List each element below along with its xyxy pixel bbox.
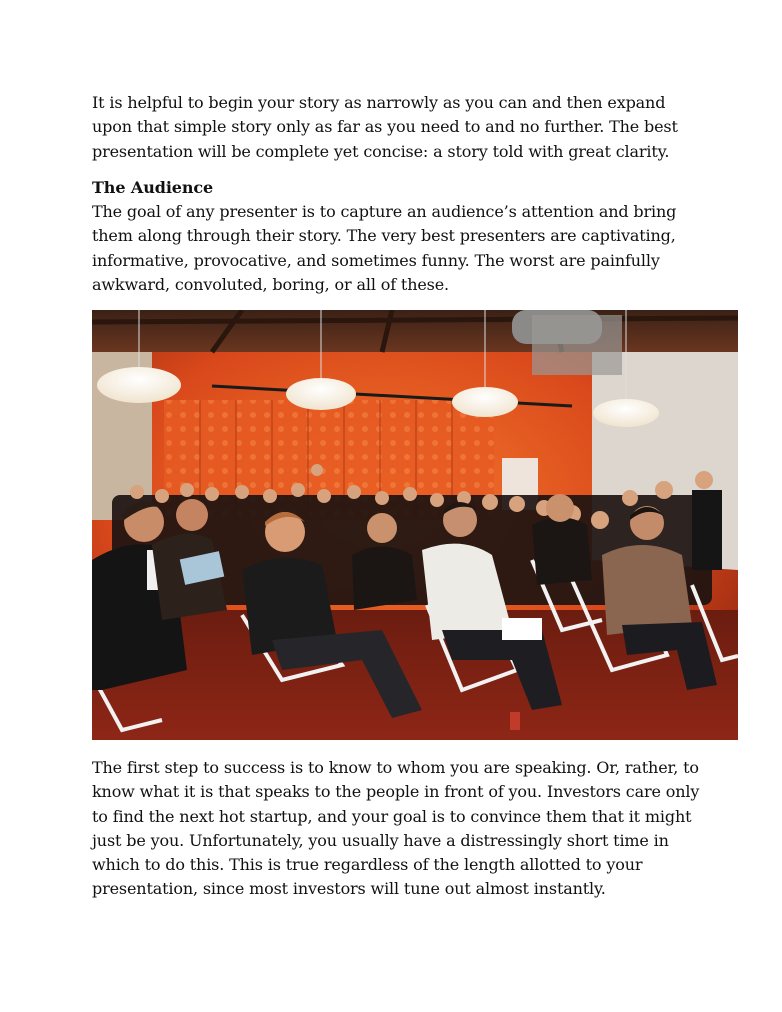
closing-paragraph: The first step to success is to know to whom you are speaking. Or, rather, to know what it is that speaks to the people in front of you. Investors care only to find the next hot startup, and your goal is to convince them that it might just be you. Unfortunately, you usually have a distressingly short time in which to do this. This is true regardless of the length allotted to your presentation, since most investors will tune out almost instantly.	[92, 758, 700, 899]
audience-photo	[92, 310, 738, 740]
audience-paragraph: The goal of any presenter is to capture an audience’s attention and bring them along through their story. The very best presenters are captivating, informative, provocative, and sometimes funny. The worst are painfully awkward, convoluted, boring, or all of these.	[92, 202, 677, 294]
section-heading: The Audience	[92, 178, 214, 197]
intro-paragraph: It is helpful to begin your story as narrowly as you can and then expand upon that simple story only as far as you need to and no further. The best presentation will be complete yet concise: a story told with great clarity.	[92, 93, 678, 161]
